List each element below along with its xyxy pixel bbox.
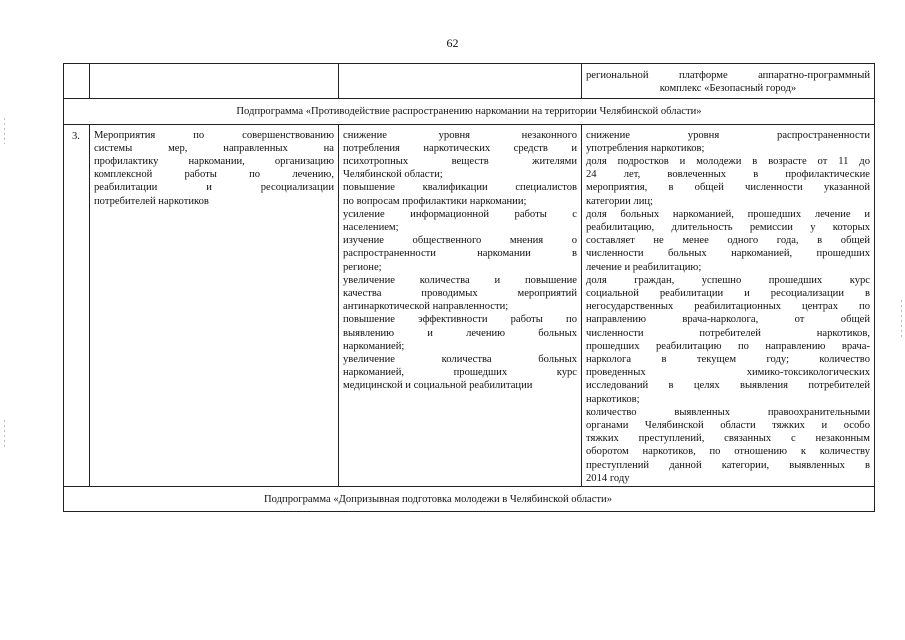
text-line: направлению врача-нарколога, от общей: [586, 314, 870, 326]
text-line: исследований в целях выявления потребителей: [586, 380, 870, 392]
text-line: реабилитации и ресоциализации: [94, 182, 334, 194]
text-line: повышение эффективности работы по: [343, 314, 577, 326]
text-line: системы мер, направленных на: [94, 142, 334, 154]
margin-mark-right: [901, 300, 902, 340]
cell-results-empty: [339, 64, 582, 99]
text-line: увеличение количества больных: [343, 354, 577, 366]
text-line: антинаркотической направленности;: [343, 301, 509, 313]
cell-number-empty: [64, 64, 90, 99]
text-line: преступлений данной категории, выявленных в: [586, 459, 870, 471]
text-line: 24 лет, вовлеченных в профилактические: [586, 169, 870, 181]
text-line: органами Челябинской области тяжких и особо: [586, 420, 870, 432]
cell-measures: [90, 124, 339, 486]
text-line: прошедших реабилитацию по направлению врача-: [586, 340, 870, 352]
text-line: проведенных химико-токсикологических: [586, 367, 870, 379]
text-line: Мероприятия по совершенствованию: [94, 129, 334, 141]
text-line: тяжких преступлений, связанных с незаконным: [586, 433, 870, 445]
text-line: повышение квалификации специалистов: [343, 182, 577, 194]
text-line: мероприятия, в общей численности указанной: [586, 182, 870, 194]
text-line: потребителей наркотиков: [94, 195, 209, 207]
text-line: увеличение количества и повышение: [343, 274, 577, 286]
text-line: реабилитацию, длительность ремиссии у которых: [586, 222, 870, 234]
subprogram-row-drugs: [64, 99, 875, 124]
text-line: регионе;: [343, 261, 382, 273]
text-line: составляет не менее одного года, в общей: [586, 235, 870, 247]
page-number: 62: [446, 36, 459, 50]
text-line: категории лиц;: [586, 195, 653, 207]
text-line: Челябинской области;: [343, 169, 443, 181]
cell-measures-empty: [90, 64, 339, 99]
text-line: наркоманией;: [343, 340, 405, 352]
text-line: употребления наркотиков;: [586, 142, 705, 154]
text-line: распространенности наркомании в: [343, 248, 577, 260]
margin-mark-left: [4, 118, 5, 144]
text-line: доля подростков и молодежи в возрасте от 11 до: [586, 156, 870, 168]
text-line: выявлению и лечению больных: [343, 327, 577, 339]
text-line: медицинской и социальной реабилитации: [343, 380, 533, 392]
text-line: нарколога в текущем году; количество: [586, 354, 870, 366]
text-line: социальной реабилитации и ресоциализации в: [586, 288, 870, 300]
cell-indicators: [582, 124, 875, 486]
subprogram-title: Подпрограмма «Допризывная подготовка молодежи в Челябинской области»: [64, 487, 875, 512]
text-line: качества проводимых мероприятий: [343, 288, 577, 300]
text-line: усиление информационной работы с: [343, 208, 577, 220]
text-line: по вопросам профилактики наркомании;: [343, 195, 527, 207]
table-row: [64, 124, 875, 486]
text-line: потребления наркотических средств и: [343, 142, 577, 154]
text-line: населением;: [343, 222, 399, 234]
text-line: 2014 году: [586, 472, 630, 484]
cell-indicators-continued: [582, 64, 875, 99]
text-line: психотропных веществ жителями: [343, 156, 577, 168]
text-line: численности больных наркоманией, прошедших: [586, 248, 870, 260]
text-line: негосударственных реабилитационных центрах по: [586, 301, 870, 313]
text-line: лечение и реабилитацию;: [586, 261, 702, 273]
text-line: региональной платформе аппаратно-программный: [586, 70, 870, 81]
cell-results: [339, 124, 582, 486]
subprogram-title: Подпрограмма «Противодействие распространению наркомании на территории Челябинской области»: [64, 99, 875, 124]
text-line: снижение уровня незаконного: [343, 129, 577, 141]
text-line: изучение общественного мнения о: [343, 235, 577, 247]
text-line: численности потребителей наркотиков,: [586, 327, 870, 339]
text-line: оборотом наркотиков, по отношению к количеству: [586, 446, 870, 458]
text-line: комплексной работы по лечению,: [94, 169, 334, 181]
text-line: снижение уровня распространенности: [586, 129, 870, 141]
row-number: 3.: [64, 124, 90, 486]
text-line: профилактику наркомании, организацию: [94, 156, 334, 168]
table-row-continued: [64, 64, 875, 99]
margin-mark-left-2: [4, 420, 5, 450]
text-line: комплекс «Безопасный город»: [659, 83, 797, 95]
text-line: доля больных наркоманией, прошедших лечение и: [586, 208, 870, 220]
program-table: [63, 63, 875, 512]
subprogram-row-youth: [64, 487, 875, 512]
text-line: доля граждан, успешно прошедших курс: [586, 274, 870, 286]
text-line: наркоманией, прошедших курс: [343, 367, 577, 379]
text-line: наркотиков;: [586, 393, 640, 405]
text-line: количество выявленных правоохранительными: [586, 406, 870, 418]
